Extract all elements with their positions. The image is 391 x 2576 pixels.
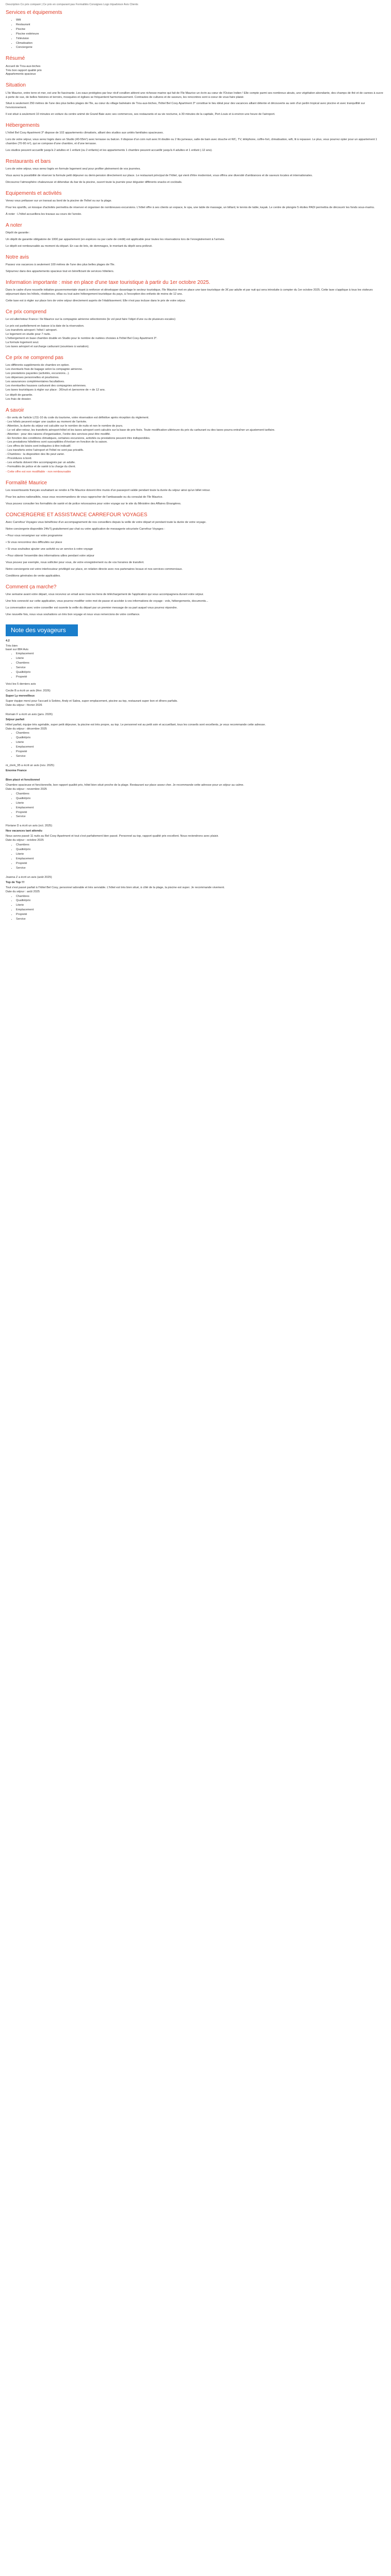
criteria-item: • Literie	[16, 657, 385, 661]
activites-paragraph: Venez vous prélasser sur un transat au bord de la piscine de l'hôtel ou sur la plage.	[6, 199, 112, 203]
prix-comprend-line: Le logement en studio pour 7 nuits.	[6, 333, 51, 336]
conciergerie-bullet: • Pour obtenir l'ensemble des informations utiles pendant votre séjour	[6, 554, 94, 557]
prix-comprend-pas-line: Les éventuels frais de bagage selon la compagnie aérienne.	[6, 368, 83, 371]
anoter-section	[6, 222, 385, 249]
comment-section	[6, 584, 385, 617]
restaurants-paragraph: Découvrez l'atmosphère chaleureuse et détendue du bar de la piscine, ouvert toute la journée pour déguster différents snacks et cocktails.	[6, 181, 183, 184]
review-author: Floriane D a écrit un avis (oct. 2025)	[6, 824, 53, 828]
savoir-line: - Les prestations hôtelières sont susceptibles d'évoluer en fonction de la saison.	[6, 440, 108, 444]
conciergerie-section	[6, 512, 385, 579]
prix-comprend-line: Les taxes aéroport et surcharge carburant (soumises à variation).	[6, 345, 89, 349]
review-criteria-item: • Propreté	[16, 862, 385, 866]
hebergements-paragraph: Lors de votre séjour, vous serez logés dans un Studio (40-55m²) avec terrasse ou balcon. Il dispose d'un coin nuit avec lit double ou 2 lits jumeaux, salle de bain avec douche et WC, TV, téléphone, coffre-fort, climatisation, wifi, lit à repasser. Le plus, vous pourrez opter pour un appartement 1 chambre (70-90 m²), qui se compose d'une chambre, et d'une terrasse.	[6, 138, 378, 146]
review-criteria	[6, 732, 385, 759]
prix-comprend-line: La formule logement seul.	[6, 341, 39, 345]
criteria-item: • Qualité/prix	[16, 671, 385, 675]
review-author: Cecile B a écrit un avis (févr. 2026)	[6, 689, 51, 692]
restaurants-title: Restaurants et bars	[6, 159, 51, 165]
review-text: Hôtel parfait, équipe très agréable, super petit déjeuner, la piscine est très propre, au top. Le personnel est au petit soin et accueillant, tous les conseils sont excellents, je vous recommande cette adresse.	[6, 723, 266, 726]
review-criteria-item: • Service	[16, 867, 385, 871]
prix-comprend-pas-line: Les dépenses personnelles et pourboires.	[6, 376, 59, 380]
review-criteria-item: • Chambres	[16, 732, 385, 736]
conciergerie-bullet: • Si vous souhaitez ajouter une activité ou un service à votre voyage	[6, 547, 93, 551]
reviews-list	[6, 689, 385, 922]
review-text: Chambre spacieuse et fonctionnelle, bon rapport qualité prix, hôtel bien situé proche de la plage. Restaurant sur place assez cher. Je recommande cette adresse pour un séjour au calme.	[6, 783, 245, 787]
service-item: • Restaurant	[16, 23, 385, 27]
prix-comprend-line: L'hébergement en base chambre double en Studio pour le nombre de nuitées choisies à l'hôtel Bel Cosy Apartment 3*.	[6, 337, 157, 341]
prix-comprend-pas-line: Les prestations payantes (activités, excursions...).	[6, 372, 70, 376]
hebergements-paragraph: L'hôtel Bel Cosy Apartment 3* dispose de 102 appartements climatisés, alliant des studios aux unités familiales spacieuses.	[6, 131, 164, 135]
review-criteria	[6, 843, 385, 871]
comment-paragraph: Une semaine avant votre départ, vous recevrez un email avec tous les liens de téléchargement de l'application qui vous accompagnera durant votre séjour.	[6, 592, 204, 596]
prix-comprend-title: Ce prix comprend	[6, 309, 46, 315]
savoir-line: - Formalités de police et de santé à la charge du client.	[6, 465, 76, 469]
conciergerie-title: CONCIERGERIE ET ASSISTANCE CARREFOUR VOYAGES	[6, 512, 148, 518]
review-criteria-item: • Chambres	[16, 792, 385, 796]
services-list	[6, 19, 385, 50]
savoir-line: - Attention, la durée du séjour est calculée sur le nombre de nuits et non le nombre de jours.	[6, 424, 123, 428]
comment-title: Comment ça marche?	[6, 584, 57, 590]
situation-paragraph: Situé à seulement 250 mètres de l'une des plus belles plages de l'île, au cœur du village balnéaire de Trou-aux-biches, l'hôtel Bel Cosy Apartment 3* constitue le lieu idéal pour des vacances alliant détente et découverte au sein d'un jardin tropical avec piscine et avec tranquillité sur l'environnement.	[6, 102, 365, 110]
conciergerie-paragraph: Notre conciergerie disponible 24h/7j gratuitement par chat ou votre application de messagerie sécurisée Carrefour Voyages :	[6, 528, 165, 531]
review-item	[6, 778, 385, 819]
prix-comprend-pas-line: Le dépôt de garantie.	[6, 393, 33, 397]
review-date: Date du séjour : décembre 2025	[6, 727, 47, 731]
avis-paragraph: Séjournez dans des appartements spacieux tout en bénéficiant de services hôteliers.	[6, 270, 115, 274]
prix-comprend-pas-section	[6, 354, 385, 402]
review-criteria-item: • Literie	[16, 853, 385, 857]
savoir-line: - Les enfants doivent être accompagnés par un adulte.	[6, 461, 76, 465]
services-title: Services et équipements	[6, 9, 62, 15]
savoir-line: - En fonction des conditions climatiques, certaines excursions, activités ou prestations peuvent être indisponibles.	[6, 436, 151, 440]
review-criteria-item: • Literie	[16, 904, 385, 908]
review-criteria-item: • Emplacement	[16, 806, 385, 810]
savoir-line: - Attention : pour des raisons d'organisation, l'ordre des services peut être modifié.	[6, 432, 111, 436]
comment-paragraph: Une fois connecté sur cette application, vous pourrez modifier votre mot de passe et accéder à vos informations de voyage : vols, hébergements, documents...	[6, 599, 208, 603]
notes-title: Note des voyageurs	[6, 624, 78, 636]
review-criteria	[6, 895, 385, 922]
offer-conditions: - Cette offre est non modifiable - non remboursable	[6, 470, 71, 474]
formalite-link[interactable]: Vous pouvez consulter les formalités de santé et de police nécessaires pour votre voyage sur le site du Ministère des Affaires Étrangères.	[6, 502, 182, 506]
situation-paragraph: Il est situé à seulement 10 minutes en voiture du centre animé de Grand Baie avec ses commerces, ses restaurants et sa vie nocturne, à 30 minutes de la capitale, Port-Louis et à environ une heure de l'aéroport.	[6, 113, 275, 116]
prix-comprend-pas-line: Les taxes touristiques à régler sur place : 3€/nuit et /personne de + de 12 ans.	[6, 388, 106, 392]
savoir-line: - Le vol aller-retour, les transferts aéroport-hôtel et les taxes aéroport sont calculés sur la base de prix fixés. Toute modification ultérieure du prix du carburant ou des taxes pourra entraîner un ajustement tarifaire.	[6, 428, 275, 432]
anoter-title: A noter	[6, 223, 22, 229]
criteria-item: • Propreté	[16, 675, 385, 680]
savoir-line: - Procédures à bord.	[6, 457, 32, 461]
review-criteria-item: • Qualité/prix	[16, 797, 385, 801]
hebergements-title: Hébergements	[6, 123, 40, 129]
review-title: Enorme France	[6, 769, 27, 773]
review-text: Super équipe merci pour l'accueil à Sebino, Andy et Sabra, super emplacement, piscine au top, restaurant super bon et dîners parfaits.	[6, 699, 178, 703]
anoter-paragraph: Dépôt de garantie :	[6, 231, 30, 235]
review-item	[6, 689, 385, 708]
conciergerie-paragraph: Vous pouvez par exemple, nous solliciter pour vous, de votre enregistrement ou de vos horaires de transfert.	[6, 561, 144, 564]
review-title: Séjour parfait	[6, 718, 25, 721]
prix-comprend-pas-title: Ce prix ne comprend pas	[6, 355, 63, 361]
avis-paragraph: Passez vos vacances à seulement 100 mètres de l'une des plus belles plages de l'île.	[6, 263, 116, 267]
service-item: • Télévision	[16, 37, 385, 41]
review-date: Date du séjour : février 2026	[6, 703, 42, 707]
review-item	[6, 824, 385, 870]
criteria-item: • Emplacement	[16, 652, 385, 656]
resume-section	[6, 55, 385, 77]
review-criteria-item: • Service	[16, 755, 385, 759]
important-paragraph: Dans le cadre d'une nouvelle initiative gouvernementale visant à renforcer et développer davantage le secteur touristique, l'île Maurice met en place une taxe touristique de 3€ par adulte et par nuit qui sera introduite à compter du 1er octobre 2025. Cette taxe s'applique à tous les visiteurs séjournant dans les hôtels, résidences, villas ou tout autre hébergement touristique du pays, à l'exception des enfants de moins de 12 ans.	[6, 289, 373, 296]
savoir-line: - Les hôtels peuvent exiger une caution au moment de l'arrivée.	[6, 420, 87, 423]
breadcrumb[interactable]: Description Co prix comparé | Ce prix en comparant pas Formalités Consignes Logo tripadvisor Avis Clients	[6, 3, 138, 6]
activites-title: Equipements et activités	[6, 191, 62, 197]
conciergerie-bullet: • Si vous rencontrez des difficultés sur place	[6, 540, 62, 544]
activites-section	[6, 190, 385, 217]
review-date: Date du séjour : novembre 2025	[6, 787, 47, 791]
review-author: Joanna Z a écrit un avis (août 2025)	[6, 875, 52, 879]
criteria-item: • Chambres	[16, 662, 385, 666]
notes-section	[6, 639, 385, 687]
resume-title: Résumé	[6, 56, 25, 62]
prix-comprend-section	[6, 309, 385, 349]
review-title: Nos vacances tant attendu	[6, 829, 42, 833]
review-criteria-item: • Emplacement	[16, 745, 385, 750]
prix-comprend-line: Les transferts aéroport / hôtel / aéroport.	[6, 329, 58, 332]
conciergerie-paragraph: Avec Carrefour Voyages vous bénéficiez d'un accompagnement de nos conseillers depuis la veille de votre départ et pendant toute la durée de votre voyage.	[6, 521, 207, 524]
formalite-paragraph: Pour les autres nationalités, nous vous recommandons de vous rapprocher de l'ambassade ou du consulat de l'île Maurice.	[6, 496, 163, 499]
review-criteria-item: • Literie	[16, 741, 385, 745]
review-criteria-item: • Literie	[16, 802, 385, 806]
review-criteria-item: • Service	[16, 918, 385, 922]
situation-paragraph: L'Ile Maurice, entre terre et mer, est une île fascinante. Les eaux protégées par leur récif corallien attirent une richesse marine qui fait de l'île Maurice un écrin au cœur de l'Océan Indien ! Elle compte parmi ses nombreux atouts, une végétation abondante, des champs de thé et de cannes à sucre à perte de vue, de belles histoires et terroirs, mosquées et églises se fréquentent harmonieusement. Contrastes de cultures et de saveurs, les rencontres sont à coeur de vous faire plaisir.	[6, 91, 383, 99]
service-item: • Climatisation	[16, 42, 385, 46]
review-date: Date du séjour : octobre 2025	[6, 839, 44, 842]
review-criteria-item: • Propreté	[16, 750, 385, 754]
savoir-line: - Les transferts entre l'aéroport et l'hôtel ne sont pas privatifs.	[6, 449, 84, 452]
rating-criteria	[6, 652, 385, 680]
rating-label: Très bien	[6, 644, 18, 648]
comment-paragraph: Une nouvelle fois, nous vous souhaitons un très bon voyage et nous vous remercions de votre confiance.	[6, 613, 140, 616]
formalite-section	[6, 480, 385, 506]
review-title: Bien placé et fonctionnel	[6, 778, 40, 782]
avis-section	[6, 254, 385, 274]
review-criteria-item: • Emplacement	[16, 908, 385, 912]
review-criteria-item: • Qualité/prix	[16, 848, 385, 852]
review-date: Date du séjour : août 2025	[6, 890, 40, 893]
comment-paragraph: La conversation avec votre conseiller est ouverte la veille du départ par un premier message de sa part auquel vous pourrez répondre.	[6, 606, 178, 609]
important-title: Information importante : mise en place d'une taxe touristique à partir du 1er octobre 2025.	[6, 280, 210, 286]
formalite-paragraph: Les ressortissants français souhaitant se rendre à l'île Maurice doivent être munis d'un passeport valide pendant toute la durée du séjour ainsi qu'un billet retour.	[6, 489, 210, 493]
criteria-item: • Service	[16, 666, 385, 670]
important-paragraph: Cette taxe est à régler sur place lors de votre séjour directement auprès de l'établissement. Elle n'est pas incluse dans le prix de votre séjour.	[6, 299, 186, 303]
service-item: • Piscine	[16, 28, 385, 32]
resume-line: Appartements spacieux	[6, 73, 36, 76]
review-title: Super Ly merveilleux	[6, 694, 35, 698]
savoir-line: - Les offres de loisirs sont indiquées à titre indicatif.	[6, 445, 71, 448]
review-text: Tout s'est passé parfait à l'hôtel Bel Cosy, personnel adorable et très serviable. L'hôtel est très bien situé, à côté de la plage, la piscine est super. Je recommande vivement.	[6, 886, 225, 889]
activites-paragraph: Pour les sportifs, un kiosque d'activités permettra de réserver et organiser de nombreuses excursions. L'hôtel offre à ses clients un espace, le spa, une table de massage, un billard, le tennis de table, kayak. Le centre de plongée 5 étoiles PADI permettra de découvrir les fonds sous-marins.	[6, 206, 375, 210]
review-item	[6, 764, 385, 773]
savoir-line: - En vertu de l'article L211-10 du code du tourisme, votre réservation est définitive après réception du règlement.	[6, 416, 150, 419]
review-criteria	[6, 792, 385, 820]
review-criteria-item: • Qualité/prix	[16, 736, 385, 740]
prix-comprend-paragraph: Le vol aller/retour France / Ile Maurice sur la compagnie aérienne sélectionnée (le vol peut faire l'objet d'une ou de plusieurs escales)	[6, 318, 175, 321]
prix-comprend-pas-line: Les frais de dossier.	[6, 397, 31, 401]
resume-line: Très bon rapport qualité prix	[6, 69, 42, 72]
savoir-section	[6, 407, 385, 474]
rating-score: 4.2	[6, 639, 10, 642]
service-item: • Wifi	[16, 19, 385, 23]
activites-paragraph: À noter : L'hôtel accueillera les travaux au cours de l'année.	[6, 213, 82, 216]
page	[0, 0, 391, 937]
restaurants-paragraph: Vous aurez la possibilité de réserver la formule petit déjeuner ou demi-pension directement sur place. Le restaurant principal de l'hôtel, qui vient d'être modernisé, vous offrira une diversité d'ambiances et de saveurs locales et internationales.	[6, 174, 313, 178]
service-item: • Conciergerie	[16, 46, 385, 50]
savoir-title: A savoir	[6, 407, 24, 413]
review-criteria-item: • Propreté	[16, 913, 385, 917]
review-criteria-item: • Service	[16, 815, 385, 819]
rating-count: basé sur 884 Avis	[6, 648, 29, 652]
savoir-line: - Chambres : la disposition des lits peut varier.	[6, 453, 65, 456]
avis-title: Notre avis	[6, 255, 29, 261]
conciergerie-cgv-link[interactable]: Conditions générales de vente applicables.	[6, 574, 61, 578]
hebergements-section	[6, 122, 385, 153]
anoter-paragraph: Le dépôt est remboursable au moment du départ. En cas de bris, de dommages, le montant du dépôt sera prélevé.	[6, 245, 153, 248]
restaurants-paragraph: Lors de votre séjour, vous serez logés en formule logement seul pour profiter pleinement de vos journées.	[6, 167, 141, 171]
prix-comprend-pas-line: Les assurances complémentaires facultatives.	[6, 380, 65, 383]
prix-comprend-pas-line: Les différents suppléments de chambre en option.	[6, 364, 70, 367]
situation-title: Situation	[6, 82, 26, 89]
review-item	[6, 713, 385, 759]
review-item	[6, 876, 385, 922]
review-criteria-item: • Qualité/prix	[16, 899, 385, 903]
review-author: ni_clerk_95 a écrit un avis (nov. 2025)	[6, 764, 55, 768]
review-criteria-item: • Emplacement	[16, 857, 385, 861]
anoter-paragraph: Un dépôt de garantie obligatoire de 100€ par appartement (en espèces ou par carte de crédit) est applicable pour toutes les réservations lors de l'enregistrement à l'arrivée.	[6, 238, 225, 242]
review-criteria-item: • Chambres	[16, 843, 385, 848]
review-criteria-item: • Chambres	[16, 895, 385, 899]
conciergerie-bullet: • Pour vous renseigner sur votre programme	[6, 534, 63, 538]
review-author: Romain F a écrit un avis (janv. 2026)	[6, 713, 53, 716]
situation-section	[6, 82, 385, 117]
important-section	[6, 279, 385, 303]
prix-comprend-pas-line: Les éventuelles hausses carburant des compagnies aériennes.	[6, 384, 87, 387]
formalite-title: Formalité Maurice	[6, 480, 47, 486]
services-section	[6, 9, 385, 50]
conciergerie-paragraph: Notre conciergerie est votre interlocuteur privilégié sur place, en relation directe avec nos partenaires locaux et nos services commerciaux.	[6, 567, 183, 571]
reviews-intro: Voici les 5 derniers avis	[6, 683, 36, 686]
prix-comprend-line: Le prix est partiellement en baisse à la date de la réservation.	[6, 325, 85, 328]
restaurants-section	[6, 158, 385, 185]
service-item: • Piscine extérieure	[16, 32, 385, 37]
hebergements-paragraph: Les studios peuvent accueillir jusqu'à 2 adultes et 1 enfant (ou 2 enfants) et les appartements 1 chambre peuvent accueillir jusqu'à 4 adultes et 1 enfant (-12 ans).	[6, 149, 213, 152]
review-criteria-item: • Propreté	[16, 811, 385, 815]
resume-line: Accueil de Trou-aux-biches	[6, 64, 41, 68]
review-title: Top de Top !!!	[6, 880, 25, 884]
review-text: Nous avons passé 11 nuits au Bel Cosy Apartment et tout s'est parfaitement bien passé. Personnel au top, rapport qualité prix excellent. Nous reviendrons avec plaisir.	[6, 835, 219, 838]
